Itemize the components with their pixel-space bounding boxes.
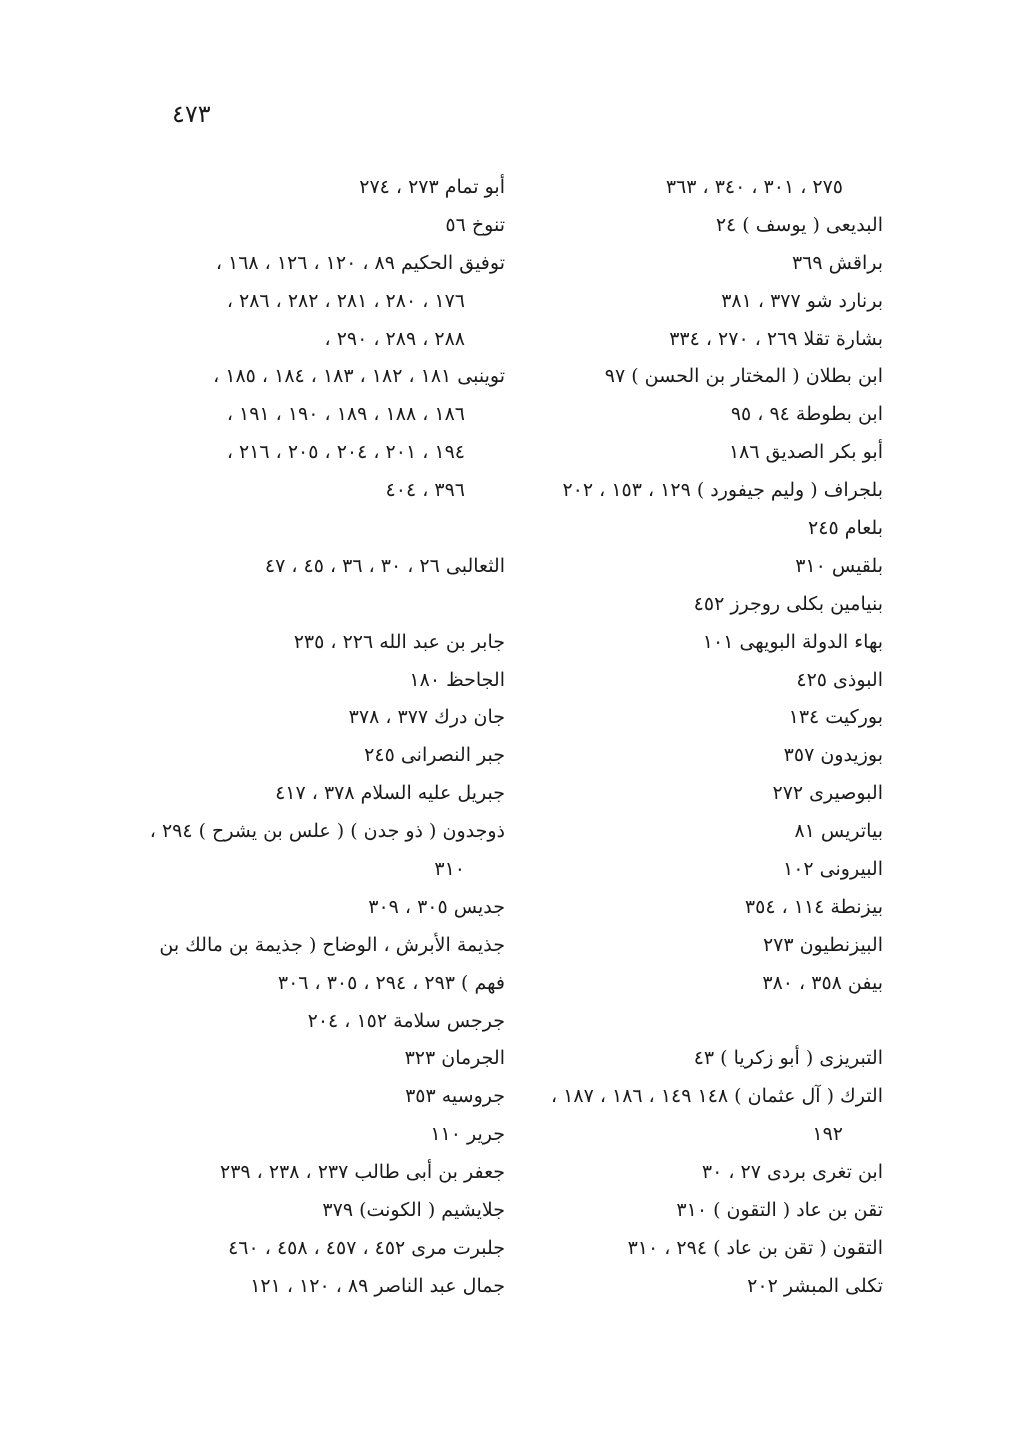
index-entry: ١٩٤ ، ٢٠١ ، ٢٠٤ ، ٢٠٥ ، ٢١٦ ،: [226, 441, 465, 464]
index-entry: ذوجدون ( ذو جدن ) ( علس بن يشرح ) ٢٩٤ ،: [149, 820, 505, 843]
index-entry: ١٧٦ ، ٢٨٠ ، ٢٨١ ، ٢٨٢ ، ٢٨٦ ،: [226, 289, 465, 312]
index-entry: ابن بطلان ( المختار بن الحسن ) ٩٧: [604, 365, 883, 388]
index-entry: بيزنطة ١١٤ ، ٣٥٤: [744, 895, 883, 918]
index-entry: ٢٧٥ ، ٣٠١ ، ٣٤٠ ، ٣٦٣: [665, 176, 843, 198]
index-entry: جبريل عليه السلام ٣٧٨ ، ٤١٧: [275, 782, 505, 805]
index-entry: بلجراف ( وليم جيفورد ) ١٢٩ ، ١٥٣ ، ٢٠٢: [562, 479, 883, 502]
index-entry: البوذى ٤٢٥: [796, 668, 883, 691]
index-entry: براقش ٣٦٩: [791, 251, 883, 274]
index-entry: بهاء الدولة البويهى ١٠١: [702, 630, 883, 653]
index-column-left: [149, 169, 505, 1306]
index-entry: بشارة تقلا ٢٦٩ ، ٢٧٠ ، ٣٣٤: [669, 327, 883, 350]
index-entry: توفيق الحكيم ٨٩ ، ١٢٠ ، ١٢٦ ، ١٦٨ ،: [215, 251, 505, 274]
index-column-right: [523, 169, 883, 1306]
index-entry: ٢٨٨ ، ٢٨٩ ، ٢٩٠ ،: [324, 327, 465, 350]
blank-line: [155, 510, 505, 548]
index-entry: جروسيه ٣٥٣: [405, 1085, 505, 1108]
index-entry: جديس ٣٠٥ ، ٣٠٩: [368, 895, 505, 918]
index-entry: بيفن ٣٥٨ ، ٣٨٠: [762, 971, 883, 994]
index-entry: جان درك ٣٧٧ ، ٣٧٨: [348, 706, 505, 729]
page-number: ٤٧٣: [172, 100, 211, 128]
index-entry: ٣٩٦ ، ٤٠٤: [385, 479, 465, 502]
index-entry: ١٨٦ ، ١٨٨ ، ١٨٩ ، ١٩٠ ، ١٩١ ،: [226, 403, 465, 426]
index-entry: جلبرت مرى ٤٥٢ ، ٤٥٧ ، ٤٥٨ ، ٤٦٠: [228, 1236, 505, 1259]
index-entry: البديعى ( يوسف ) ٢٤: [715, 213, 883, 236]
index-entry: ١٩٢: [812, 1123, 843, 1146]
index-entry: أبو تمام ٢٧٣ ، ٢٧٤: [359, 176, 505, 198]
index-entry: البيزنطيون ٢٧٣: [762, 933, 883, 956]
index-entry: الجرمان ٣٢٣: [404, 1047, 505, 1070]
index-entry: الترك ( آل عثمان ) ١٤٨ ١٤٩ ، ١٨٦ ، ١٨٧ ،: [550, 1085, 883, 1108]
index-entry: بياتريس ٨١: [794, 820, 883, 843]
index-entry: ابن بطوطة ٩٤ ، ٩٥: [730, 403, 883, 426]
blank-line: [155, 586, 505, 624]
index-entry: فهم ) ٢٩٣ ، ٢٩٤ ، ٣٠٥ ، ٣٠٦: [277, 971, 505, 994]
index-entry: التبريزى ( أبو زكريا ) ٤٣: [693, 1047, 883, 1070]
index-entry: برنارد شو ٣٧٧ ، ٣٨١: [721, 289, 883, 312]
index-entry: بوزيدون ٣٥٧: [783, 744, 883, 767]
index-entry: الجاحظ ١٨٠: [409, 668, 505, 691]
index-entry: الثعالبى ٢٦ ، ٣٠ ، ٣٦ ، ٤٥ ، ٤٧: [264, 554, 505, 577]
index-entry: جمال عبد الناصر ٨٩ ، ١٢٠ ، ١٢١: [250, 1274, 505, 1297]
index-entry: جعفر بن أبى طالب ٢٣٧ ، ٢٣٨ ، ٢٣٩: [220, 1161, 505, 1184]
index-entry: جرجس سلامة ١٥٢ ، ٢٠٤: [307, 1009, 505, 1032]
index-entry: بلقيس ٣١٠: [795, 554, 883, 577]
index-entry: جرير ١١٠: [430, 1123, 505, 1146]
index-entry: توينبى ١٨١ ، ١٨٢ ، ١٨٣ ، ١٨٤ ، ١٨٥ ،: [213, 365, 505, 388]
index-entry: ٣١٠: [434, 858, 465, 881]
index-entry: بلعام ٢٤٥: [808, 517, 883, 540]
index-entry: جلايشيم ( الكونت) ٣٧٩: [322, 1199, 505, 1222]
index-entry: بوركيت ١٣٤: [788, 706, 883, 729]
index-entry: البيرونى ١٠٢: [783, 858, 883, 881]
index-entry: تكلى المبشر ٢٠٢: [747, 1274, 883, 1297]
blank-line: [523, 1003, 883, 1041]
index-entry: ابن تغرى بردى ٢٧ ، ٣٠: [701, 1161, 883, 1184]
index-entry: البوصيرى ٢٧٢: [772, 782, 883, 805]
index-entry: بنيامين بكلى روجرز ٤٥٢: [693, 592, 883, 615]
index-entry: التقون ( تقن بن عاد ) ٢٩٤ ، ٣١٠: [627, 1236, 883, 1259]
index-entry: جبر النصرانى ٢٤٥: [364, 744, 505, 767]
index-entry: تنوخ ٥٦: [445, 213, 505, 236]
index-entry: جذيمة الأبرش ، الوضاح ( جذيمة بن مالك بن: [159, 933, 505, 956]
index-entry: أبو بكر الصديق ١٨٦: [728, 441, 883, 464]
index-entry: جابر بن عبد الله ٢٢٦ ، ٢٣٥: [293, 630, 505, 653]
index-entry: تقن بن عاد ( التقون ) ٣١٠: [676, 1199, 883, 1222]
